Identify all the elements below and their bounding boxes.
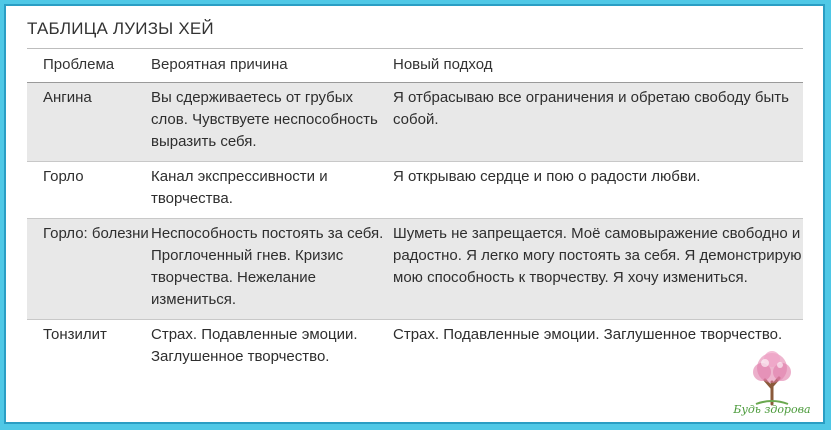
cell-cause: Канал экспрессивности и творчества. — [151, 162, 393, 219]
watermark-logo — [732, 348, 812, 420]
cell-problem: Горло: болезни — [27, 219, 151, 320]
cell-problem: Тонзилит — [43, 326, 107, 343]
page-title: ТАБЛИЦА ЛУИЗЫ ХЕЙ — [27, 19, 214, 38]
table-row — [27, 219, 803, 320]
cell-cause: Неспособность постоять за себя. Проглоченный гнев. Кризис творчества. Нежелание измениться. — [151, 219, 393, 320]
cell-approach: Я отбрасываю все ограничения и обретаю свободу быть собой. — [393, 83, 803, 162]
cell-approach: Я открываю сердце и пою о радости любви. — [393, 162, 803, 219]
cell-problem: Ангина — [27, 83, 151, 162]
watermark-text: Будь здорова — [733, 403, 811, 416]
table-card — [4, 4, 825, 424]
cell-approach: Страх. Подавленные эмоции. Заглушенное творчество. — [393, 326, 783, 343]
table-row — [27, 162, 803, 219]
column-header-cause: Вероятная причина — [151, 49, 393, 83]
tree-icon — [732, 348, 812, 406]
cell-problem: Горло — [27, 162, 151, 219]
table-row — [27, 83, 803, 162]
cell-approach: Шуметь не запрещается. Моё самовыражение свободно и радостно. Я легко могу постоять за себя. Я демонстрирую мою способность к творчеству. Я хочу измениться. — [393, 219, 803, 320]
hay-table — [27, 48, 803, 376]
table-header-row — [27, 49, 803, 83]
cell-cause: Страх. Подавленные эмоции. Заглушенное творчество. — [151, 326, 358, 365]
column-header-problem: Проблема — [27, 49, 151, 83]
column-header-approach: Новый подход — [393, 49, 803, 83]
cell-cause: Вы сдерживаетесь от грубых слов. Чувствуете неспособность выразить себя. — [151, 83, 393, 162]
table-row — [27, 320, 803, 377]
